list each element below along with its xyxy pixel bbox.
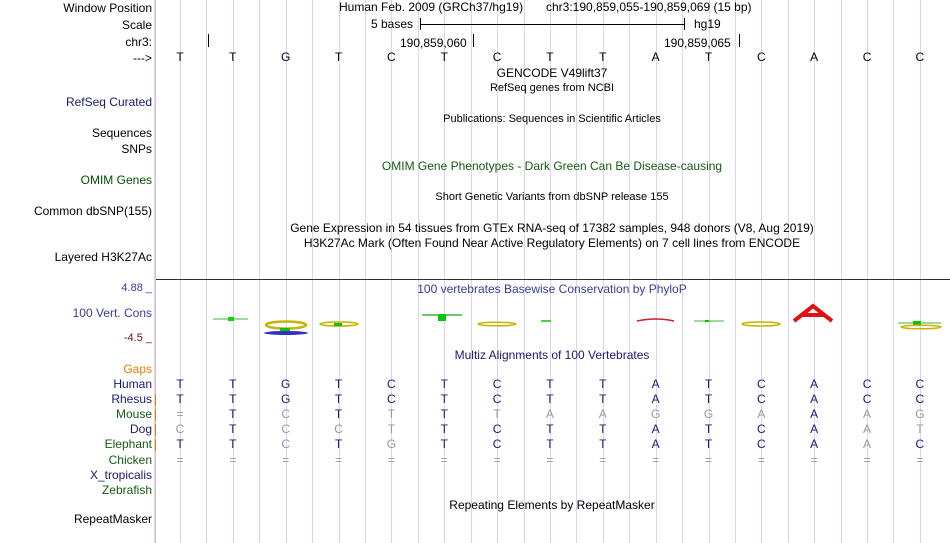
alignment-base: =	[335, 452, 343, 467]
label-strand[interactable]: --->	[133, 51, 152, 65]
alignment-base: C	[757, 377, 766, 391]
position-title: chr3:190,859,055-190,859,069 (15 bp)	[546, 0, 752, 14]
guide-line	[154, 0, 155, 543]
alignment-base: C	[757, 422, 766, 437]
alignment-base: =	[599, 452, 607, 467]
alignment-base: A	[810, 392, 819, 407]
alignment-base: =	[387, 452, 395, 467]
scale-db: hg19	[694, 17, 721, 31]
cons-max: 4.88 _	[121, 282, 152, 294]
alignment-base: =	[704, 452, 712, 467]
base: C	[492, 50, 502, 64]
alignment-base: =	[176, 452, 184, 467]
assembly-title: Human Feb. 2009 (GRCh37/hg19)	[339, 0, 524, 14]
alignment-base: C	[915, 392, 925, 407]
omim-title[interactable]: OMIM Gene Phenotypes - Dark Green Can Be Disease-causing	[381, 159, 723, 173]
species-label[interactable]: Elephant	[104, 437, 152, 452]
alignment-base: T	[440, 377, 448, 391]
repeatmasker-title[interactable]: Repeating Elements by RepeatMasker	[449, 498, 655, 512]
row-marker	[155, 424, 156, 436]
alignment-base: A	[810, 377, 819, 391]
guide-line	[471, 0, 472, 543]
label-h3k27ac[interactable]: Layered H3K27Ac	[54, 250, 152, 264]
ruler-coord-2: 190,859,065	[664, 36, 731, 50]
guide-line	[893, 0, 894, 543]
alignment-base: A	[598, 407, 607, 422]
species-label[interactable]: Dog	[129, 422, 152, 437]
alignment-base: G	[281, 392, 291, 407]
alignment-base: C	[915, 437, 925, 452]
label-cons[interactable]: 100 Vert. Cons	[72, 306, 152, 320]
base: T	[229, 50, 237, 64]
alignment-base: =	[810, 452, 818, 467]
base: A	[651, 50, 660, 64]
species-label[interactable]: Mouse	[115, 407, 152, 422]
gtex-title[interactable]: Gene Expression in 54 tissues from GTEx RNA-seq of 17382 samples, 948 donors (V8, Aug 2019)	[290, 221, 814, 235]
refseq-title[interactable]: RefSeq genes from NCBI	[489, 82, 615, 94]
ruler-coord-1: 190,859,060	[400, 36, 467, 50]
species-label[interactable]: Zebrafish	[101, 482, 152, 497]
species-label[interactable]: Chicken	[108, 452, 152, 467]
label-sequences[interactable]: Sequences	[91, 126, 152, 140]
base: G	[281, 50, 291, 64]
alignment-base: C	[862, 377, 872, 391]
h3k27ac-title[interactable]: H3K27Ac Mark (Often Found Near Active Regulatory Elements) on 7 cell lines from ENCODE	[303, 236, 801, 250]
guide-line	[841, 0, 842, 543]
track-separator	[156, 279, 950, 280]
alignment-base: =	[493, 452, 501, 467]
alignment-base: C	[757, 437, 766, 452]
conservation-logo[interactable]	[156, 300, 950, 340]
cons-min: -4.5 _	[123, 332, 152, 344]
alignment-base: T	[440, 437, 448, 452]
ruler-tick	[739, 34, 740, 47]
base: T	[599, 50, 607, 64]
label-gaps[interactable]: Gaps	[123, 362, 152, 376]
label-dbsnp[interactable]: Common dbSNP(155)	[33, 204, 152, 218]
alignment-base: =	[652, 452, 660, 467]
alignment-base: T	[704, 377, 713, 391]
alignment-base: T	[546, 437, 554, 452]
base: C	[387, 50, 396, 64]
alignment-base: T	[229, 377, 237, 391]
alignment-base: G	[386, 437, 397, 452]
label-omim[interactable]: OMIM Genes	[80, 173, 152, 187]
multiz-title[interactable]: Multiz Alignments of 100 Vertebrates	[454, 348, 650, 362]
alignment-base: C	[492, 392, 502, 407]
alignment-base: A	[651, 392, 660, 407]
species-label[interactable]: X_tropicalis	[89, 467, 152, 482]
label-window-position[interactable]: Window Position	[63, 1, 152, 15]
label-repeatmasker[interactable]: RepeatMasker	[73, 512, 152, 526]
alignment-base: A	[651, 377, 660, 391]
alignment-base: T	[229, 392, 237, 407]
label-refseq[interactable]: RefSeq Curated	[65, 95, 152, 109]
alignment-base: T	[493, 407, 501, 422]
alignment-base: T	[387, 407, 396, 422]
alignment-base: T	[546, 392, 554, 407]
guide-line	[629, 0, 630, 543]
ruler-tick	[473, 34, 474, 47]
alignment-base: =	[546, 452, 554, 467]
dbsnp-title[interactable]: Short Genetic Variants from dbSNP release 155	[435, 191, 669, 203]
base: T	[334, 50, 343, 64]
alignment-base: C	[757, 392, 766, 407]
alignment-base: C	[334, 422, 343, 437]
alignment-base: T	[334, 392, 343, 407]
alignment-base: T	[334, 377, 343, 391]
alignment-base: =	[863, 452, 871, 467]
alignment-base: C	[175, 422, 185, 437]
alignment-base: C	[862, 392, 872, 407]
guide-line	[418, 0, 419, 543]
base: T	[440, 50, 448, 64]
alignment-base: A	[810, 422, 819, 437]
guide-line	[788, 0, 789, 543]
alignment-base: =	[916, 452, 924, 467]
base: C	[862, 50, 872, 64]
alignment-base: T	[599, 422, 607, 437]
alignment-base: A	[810, 407, 819, 422]
alignment-base: T	[229, 437, 237, 452]
species-label[interactable]: Human	[113, 377, 152, 391]
alignment-base: G	[281, 377, 291, 391]
left-border	[155, 0, 156, 543]
alignment-base: C	[387, 377, 396, 391]
guide-line	[206, 0, 207, 543]
scale-text: 5 bases	[371, 17, 414, 31]
alignment-base: T	[176, 437, 184, 452]
alignment-base: C	[281, 407, 291, 422]
base: C	[915, 50, 925, 64]
alignment-base: C	[492, 422, 502, 437]
alignment-base: =	[176, 407, 184, 422]
scale-bar	[420, 24, 684, 25]
alignment-base: T	[546, 377, 554, 391]
alignment-base: T	[546, 422, 554, 437]
alignment-base: G	[915, 407, 925, 422]
alignment-base: C	[492, 377, 502, 391]
alignment-base: A	[810, 437, 819, 452]
base: T	[176, 50, 184, 64]
alignment-base: A	[863, 437, 872, 452]
alignment-base: G	[650, 407, 661, 422]
label-snps[interactable]: SNPs	[121, 142, 152, 156]
alignment-base: T	[704, 422, 713, 437]
guide-line	[365, 0, 366, 543]
alignment-base: =	[440, 452, 448, 467]
guide-line	[682, 0, 683, 543]
alignment-base: T	[599, 437, 607, 452]
alignment-base: =	[282, 452, 290, 467]
alignment-base: =	[229, 452, 237, 467]
alignment-base: T	[599, 377, 607, 391]
alignment-base: T	[176, 377, 184, 391]
alignment-base: T	[599, 392, 607, 407]
publications-title[interactable]: Publications: Sequences in Scientific Articles	[443, 113, 661, 125]
ruler-tick	[208, 34, 209, 47]
alignment-base: T	[440, 407, 448, 422]
alignment-base: G	[703, 407, 714, 422]
guide-line	[312, 0, 313, 543]
alignment-base: T	[704, 392, 713, 407]
alignment-base: T	[704, 437, 713, 452]
guide-line	[259, 0, 260, 543]
alignment-base: C	[281, 422, 291, 437]
alignment-base: A	[545, 407, 554, 422]
row-marker	[155, 439, 156, 451]
base: T	[546, 50, 554, 64]
phylop-title[interactable]: 100 vertebrates Basewise Conservation by PhyloP	[417, 282, 687, 296]
alignment-base: A	[863, 422, 872, 437]
alignment-base: T	[916, 422, 924, 437]
alignment-base: T	[387, 422, 396, 437]
base: C	[757, 50, 766, 64]
alignment-base: C	[281, 437, 291, 452]
alignment-base: T	[176, 392, 184, 407]
alignment-base: C	[387, 392, 396, 407]
alignment-base: T	[229, 407, 237, 422]
alignment-base: T	[334, 437, 343, 452]
species-label[interactable]: Rhesus	[111, 392, 152, 407]
base: A	[810, 50, 819, 64]
alignment-base: T	[440, 392, 448, 407]
label-scale[interactable]: Scale	[121, 18, 152, 32]
alignment-base: T	[440, 422, 448, 437]
gencode-title[interactable]: GENCODE V49lift37	[496, 66, 608, 80]
label-chrom[interactable]: chr3:	[125, 35, 152, 49]
alignment-base: C	[915, 377, 925, 391]
scale-bar-right	[684, 18, 685, 30]
alignment-base: A	[863, 407, 872, 422]
row-marker	[155, 394, 156, 406]
alignment-base: T	[334, 407, 343, 422]
guide-line	[735, 0, 736, 543]
alignment-base: A	[757, 407, 766, 422]
alignment-base: T	[229, 422, 237, 437]
alignment-base: C	[492, 437, 502, 452]
alignment-base: A	[651, 437, 660, 452]
row-marker	[155, 409, 156, 421]
alignment-base: A	[651, 422, 660, 437]
base: T	[704, 50, 713, 64]
alignment-base: =	[757, 452, 765, 467]
